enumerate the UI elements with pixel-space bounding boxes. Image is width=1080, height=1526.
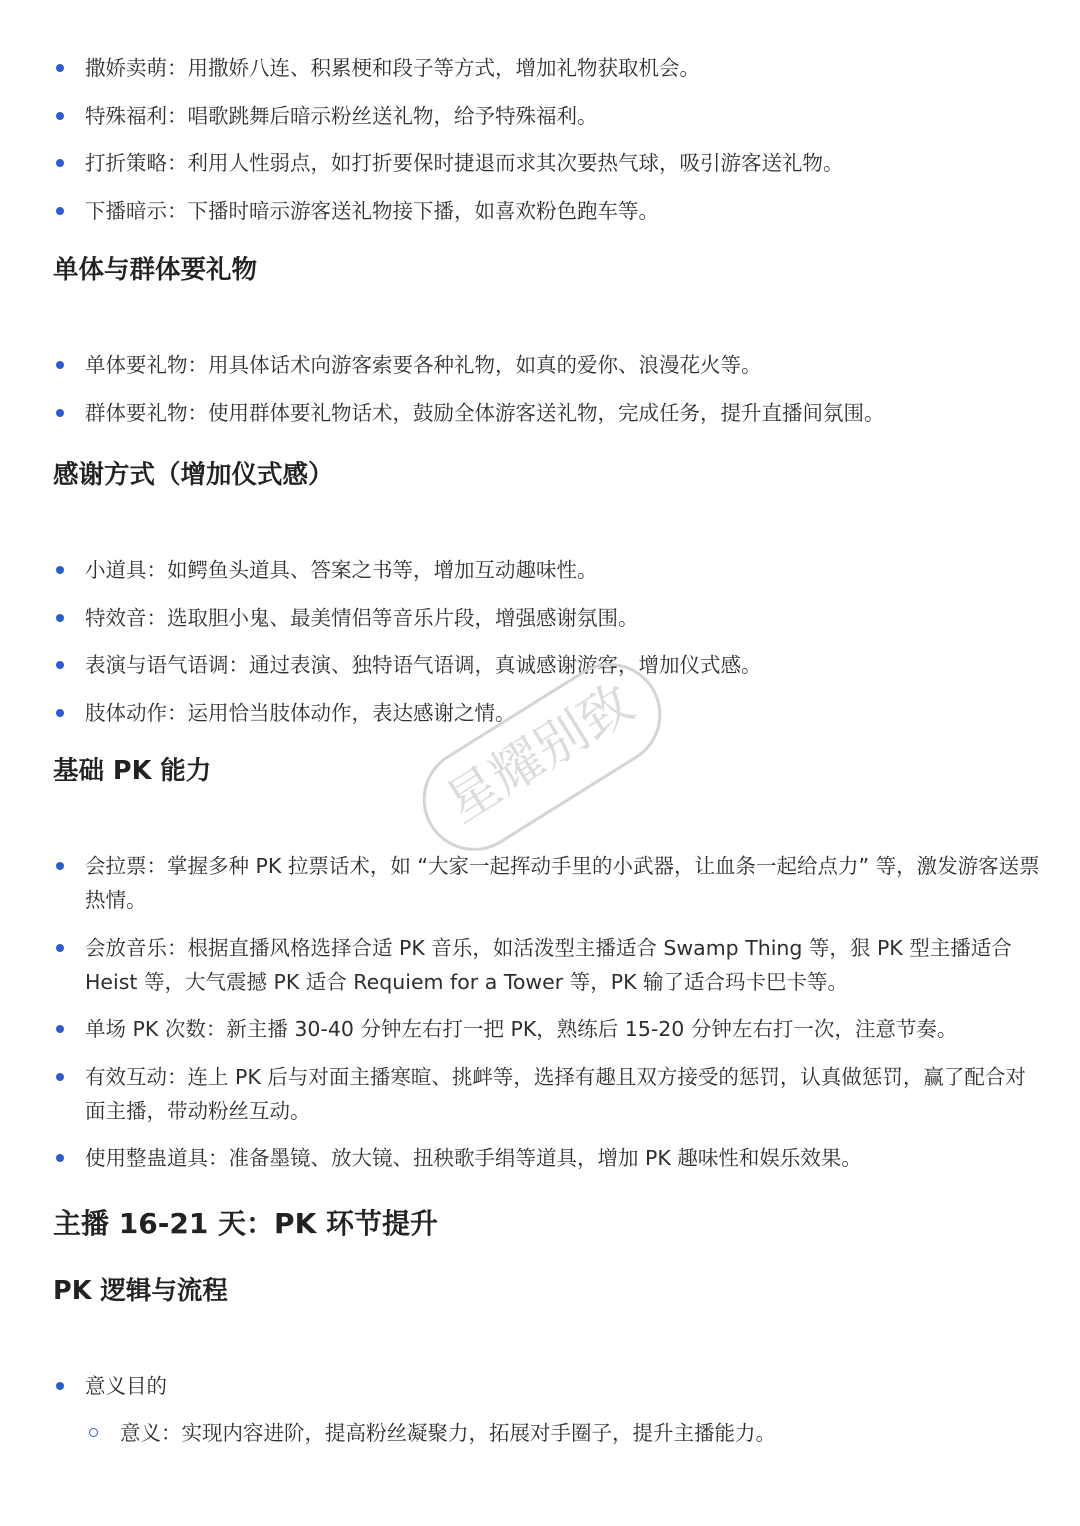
watermark-text: 星耀别致 xyxy=(435,673,644,835)
bullet-dot-icon xyxy=(56,661,64,669)
list-item: 肢体动作：运用恰当肢体动作，表达感谢之情。 xyxy=(0,696,1080,730)
pk-logic-list xyxy=(0,1369,1080,1417)
pk-logic-sublist xyxy=(0,1416,1080,1450)
bullet-dot-icon xyxy=(56,159,64,167)
bullet-dot-icon xyxy=(56,944,64,952)
bullet-dot-icon xyxy=(56,709,64,717)
list-item: 特效音：选取胆小鬼、最美情侣等音乐片段，增强感谢氛围。 xyxy=(0,601,1080,635)
list-item: 表演与语气语调：通过表演、独特语气语调，真诚感谢游客，增加仪式感。 xyxy=(0,648,1080,682)
list-item: 会拉票：掌握多种 PK 拉票话术，如 “大家一起挥动手里的小武器，让血条一起给点力” 等，激发游客送票热情。 xyxy=(0,849,1080,917)
bullet-dot-icon xyxy=(56,112,64,120)
section-heading-pk-logic: PK 逻辑与流程 xyxy=(53,1276,228,1306)
bullet-dot-icon xyxy=(56,361,64,369)
list-item: 小道具：如鳄鱼头道具、答案之书等，增加互动趣味性。 xyxy=(0,553,1080,587)
bullet-dot-icon xyxy=(56,409,64,417)
list-item: 特殊福利：唱歌跳舞后暗示粉丝送礼物，给予特殊福利。 xyxy=(0,99,1080,133)
list-item: 打折策略：利用人性弱点，如打折要保时捷退而求其次要热气球，吸引游客送礼物。 xyxy=(0,146,1080,180)
individual-group-list xyxy=(0,348,1080,443)
bullet-dot-icon xyxy=(56,862,64,870)
sub-list-item: 意义：实现内容进阶，提高粉丝凝聚力，拓展对手圈子，提升主播能力。 xyxy=(0,1416,1080,1450)
list-item: 单场 PK 次数：新主播 30-40 分钟左右打一把 PK，熟练后 15-20 分钟左右打一次，注意节奏。 xyxy=(0,1012,1080,1046)
bullet-dot-icon xyxy=(56,207,64,215)
bullet-dot-icon xyxy=(56,1154,64,1162)
gift-tactics-list xyxy=(0,51,1080,241)
bullet-dot-icon xyxy=(56,1025,64,1033)
thanks-list xyxy=(0,553,1080,743)
bullet-dot-icon xyxy=(56,566,64,574)
section-heading-day16-21: 主播 16-21 天：PK 环节提升 xyxy=(53,1207,439,1240)
list-item: 使用整蛊道具：准备墨镜、放大镜、扭秧歌手绢等道具，增加 PK 趣味性和娱乐效果。 xyxy=(0,1141,1080,1175)
list-item: 单体要礼物：用具体话术向游客索要各种礼物，如真的爱你、浪漫花火等。 xyxy=(0,348,1080,382)
section-heading-thanks: 感谢方式（增加仪式感） xyxy=(53,460,334,490)
list-item: 有效互动：连上 PK 后与对面主播寒暄、挑衅等，选择有趣且双方接受的惩罚，认真做惩罚，赢了配合对面主播，带动粉丝互动。 xyxy=(0,1060,1080,1128)
bullet-dot-icon xyxy=(56,64,64,72)
hollow-bullet-icon xyxy=(89,1428,98,1437)
bullet-dot-icon xyxy=(56,614,64,622)
list-item: 意义目的 xyxy=(0,1369,1080,1403)
section-heading-individual-group: 单体与群体要礼物 xyxy=(53,255,258,285)
list-item: 下播暗示：下播时暗示游客送礼物接下播，如喜欢粉色跑车等。 xyxy=(0,194,1080,228)
bullet-dot-icon xyxy=(56,1382,64,1390)
section-heading-pk-basic: 基础 PK 能力 xyxy=(53,756,212,786)
list-item: 撒娇卖萌：用撒娇八连、积累梗和段子等方式，增加礼物获取机会。 xyxy=(0,51,1080,85)
list-item: 群体要礼物：使用群体要礼物话术，鼓励全体游客送礼物，完成任务，提升直播间氛围。 xyxy=(0,396,1080,430)
list-item: 会放音乐：根据直播风格选择合适 PK 音乐，如活泼型主播适合 Swamp Thing 等，狠 PK 型主播适合 Heist 等，大气震撼 PK 适合 Requiem for a Tower 等，PK 输了适合玛卡巴卡等。 xyxy=(0,931,1080,999)
pk-basic-list xyxy=(0,849,1080,1189)
bullet-dot-icon xyxy=(56,1073,64,1081)
